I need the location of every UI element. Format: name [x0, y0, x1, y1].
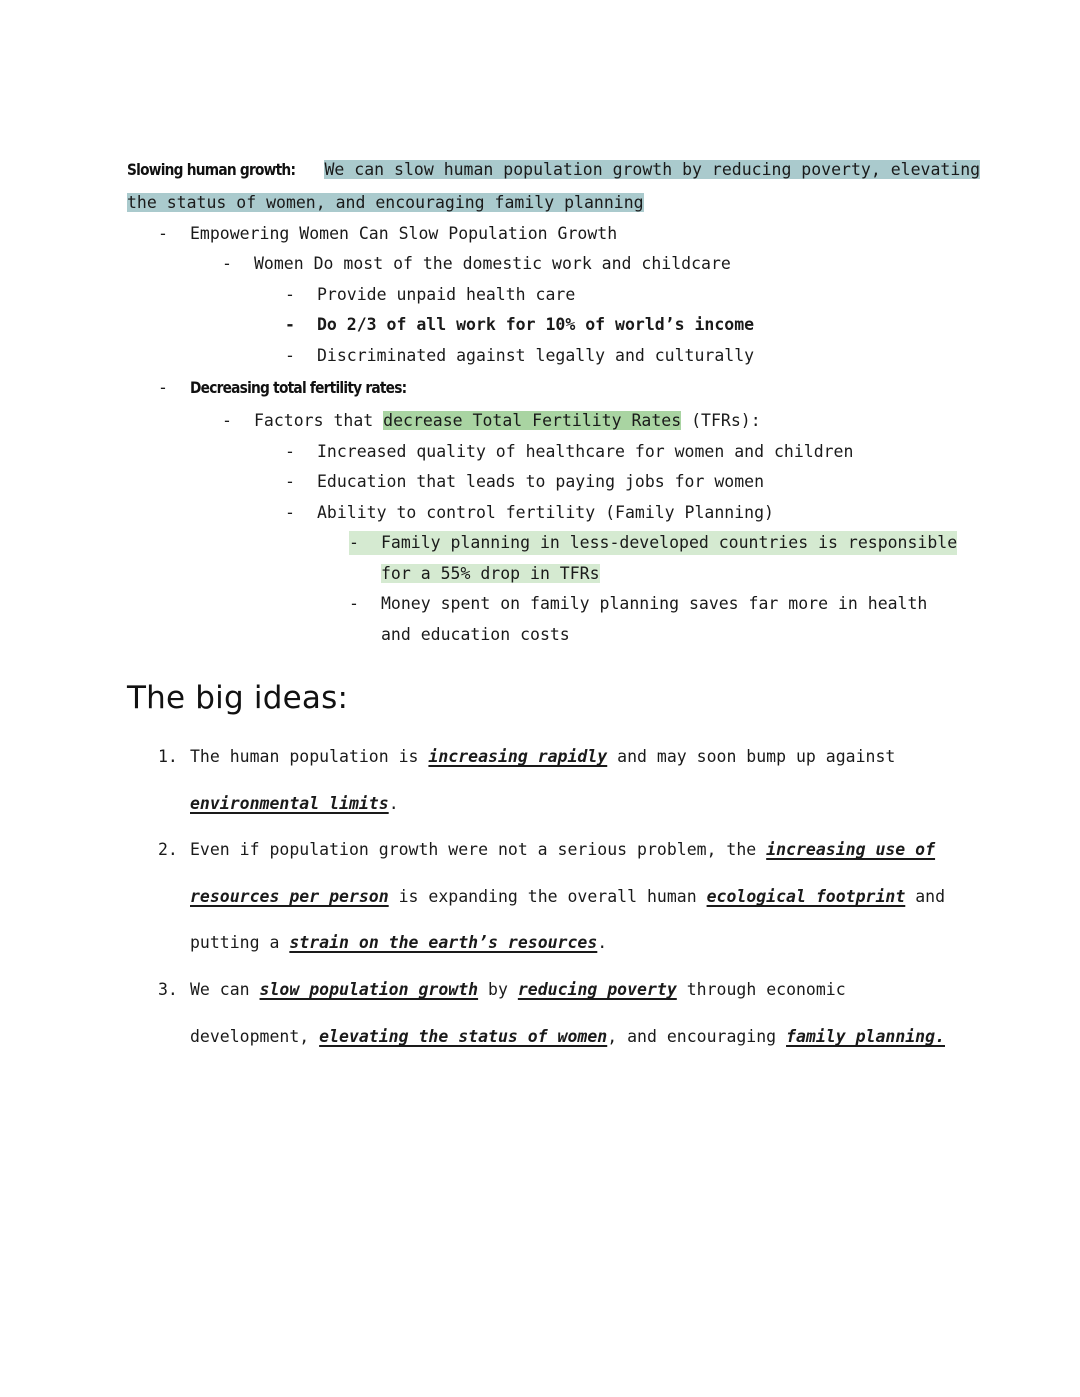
text: , and encouraging [607, 1027, 787, 1046]
bullet-dash: - [158, 378, 168, 397]
big-idea-number: 3. [158, 980, 178, 999]
big-idea-2-line-2 [190, 885, 945, 909]
big-idea-1-line-2 [190, 792, 399, 816]
intro-highlight-2: the status of women, and encouraging family planning [127, 193, 644, 212]
key-term: elevating the status of women [319, 1027, 608, 1046]
key-term: increasing rapidly [428, 747, 608, 766]
bullet-dash: - [285, 346, 295, 365]
text: and may soon bump up against [607, 747, 896, 766]
outline-decreasing [158, 376, 442, 400]
key-term: slow population growth [259, 980, 479, 999]
big-idea-2-line-1 [158, 838, 935, 862]
list-item [285, 283, 575, 307]
factors-prefix: Factors that [254, 411, 384, 430]
big-idea-3-line-1 [158, 978, 846, 1002]
text: We can [190, 980, 260, 999]
empowering-sub: Women Do most of the domestic work and childcare [254, 254, 731, 273]
big-ideas-heading: The big ideas: [127, 680, 349, 716]
family-planning-item-2-line-1 [349, 592, 927, 616]
factors-highlight: decrease Total Fertility Rates [383, 411, 682, 430]
key-term: environmental limits [190, 794, 389, 813]
intro-line-2 [127, 191, 644, 215]
bullet-dash: - [285, 442, 295, 461]
outline-factors [222, 409, 761, 433]
intro-label: Slowing human growth: [127, 160, 296, 179]
decreasing-title: Decreasing total fertility rates: [190, 378, 407, 397]
list-item [285, 470, 764, 494]
list-item [285, 344, 754, 368]
text: and [905, 887, 946, 906]
empowering-point-3: Discriminated against legally and culturally [317, 346, 755, 365]
big-idea-number: 2. [158, 840, 178, 859]
intro-line-1 [127, 158, 980, 182]
factor-point-2: Education that leads to paying jobs for women [317, 472, 765, 491]
key-term: reducing poverty [517, 980, 677, 999]
factor-point-1: Increased quality of healthcare for women and children [317, 442, 854, 461]
text: through economic [676, 980, 846, 999]
bullet-dash: - [285, 315, 295, 334]
text: . [597, 933, 608, 952]
text: . [388, 794, 399, 813]
factor-point-3: Ability to control fertility (Family Planning) [317, 503, 774, 522]
text: is expanding the overall human [388, 887, 707, 906]
bullet-dash: - [349, 533, 359, 552]
big-idea-number: 1. [158, 747, 178, 766]
bullet-dash: - [285, 503, 295, 522]
factors-suffix: (TFRs): [681, 411, 761, 430]
text: by [478, 980, 518, 999]
big-idea-1-line-1 [158, 745, 895, 769]
fp-item2-line1: Money spent on family planning saves far more in health [381, 594, 928, 613]
big-idea-3-line-2 [190, 1025, 945, 1049]
key-term: strain on the earth’s resources [289, 933, 598, 952]
list-item [285, 501, 774, 525]
bullet-dash: - [222, 411, 232, 430]
empowering-title: Empowering Women Can Slow Population Growth [190, 224, 618, 243]
bullet-dash: - [222, 254, 232, 273]
family-planning-item-2-line-2 [381, 623, 570, 647]
outline-empowering-sub [222, 252, 731, 276]
key-term: increasing use of [766, 840, 936, 859]
bullet-dash: - [158, 224, 168, 243]
text: development, [190, 1027, 320, 1046]
intro-highlight-1: We can slow human population growth by reducing poverty, elevating [324, 160, 981, 179]
family-planning-item-1-line-1 [349, 531, 957, 555]
list-item [285, 440, 853, 464]
fp-item1-line1: Family planning in less-developed countries is responsible [381, 533, 958, 552]
empowering-point-2: Do 2/3 of all work for 10% of world’s income [317, 315, 755, 334]
key-term: family planning. [786, 1027, 945, 1046]
key-term: resources per person [190, 887, 389, 906]
bullet-dash: - [349, 594, 359, 613]
big-idea-2-line-3 [190, 931, 607, 955]
family-planning-item-1-line-2 [381, 562, 600, 586]
text: putting a [190, 933, 290, 952]
fp-item2-line2: and education costs [381, 625, 570, 644]
key-term: ecological footprint [706, 887, 906, 906]
list-item [285, 313, 754, 337]
bullet-dash: - [285, 472, 295, 491]
outline-empowering [158, 222, 617, 246]
fp-item1-line2: for a 55% drop in TFRs [381, 564, 600, 583]
text: The human population is [190, 747, 429, 766]
text: Even if population growth were not a serious problem, the [190, 840, 767, 859]
bullet-dash: - [285, 285, 295, 304]
empowering-point-1: Provide unpaid health care [317, 285, 576, 304]
